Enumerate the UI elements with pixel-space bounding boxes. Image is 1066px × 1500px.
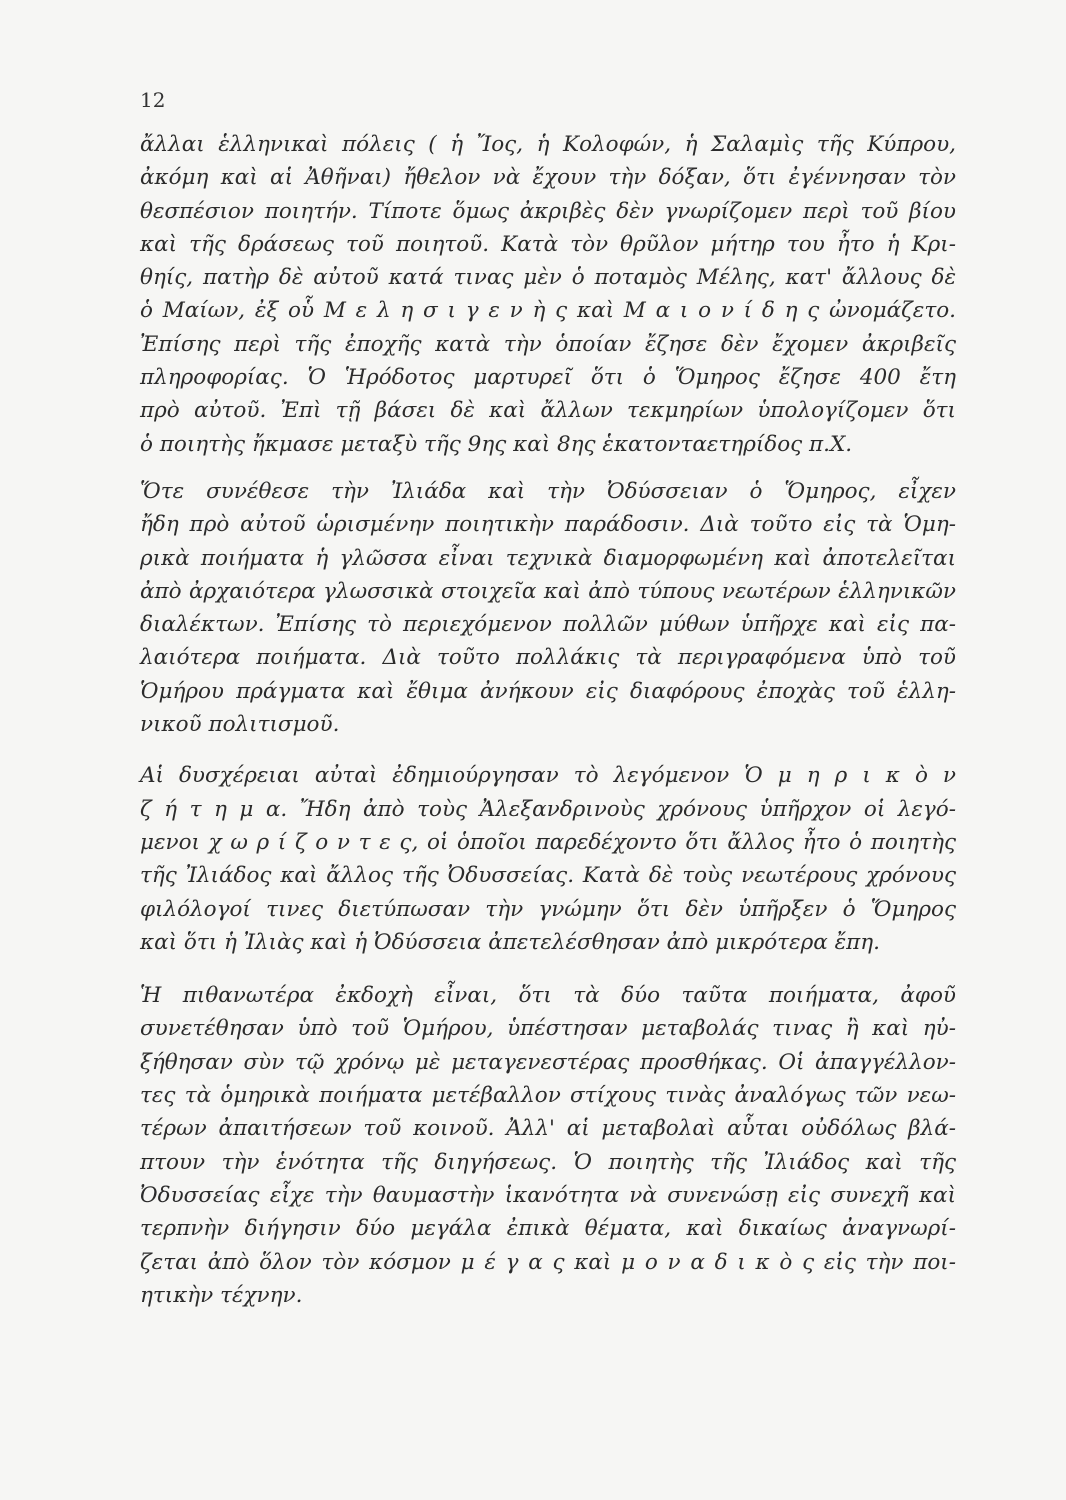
text-line: νικοῦ πολιτισμοῦ. — [140, 712, 340, 738]
text-line: θηίς, πατὴρ δὲ αὐτοῦ κατά τινας μὲν ὁ ποταμὸς Μέλης, κατ' ἄλλους δὲ — [140, 265, 956, 291]
text-line: λαιότερα ποιήματα. Διὰ τοῦτο πολλάκις τὰ περιγραφόμενα ὑπὸ τοῦ — [140, 645, 956, 671]
text-line: συνετέθησαν ὑπὸ τοῦ Ὁμήρου, ὑπέστησαν μεταβολάς τινας ἢ καὶ ηὐ- — [140, 1016, 956, 1042]
text-line: ρικὰ ποιήματα ἡ γλῶσσα εἶναι τεχνικὰ διαμορφωμένη καὶ ἀποτελεῖται — [140, 545, 956, 571]
text-line: Ὁμήρου πράγματα καὶ ἔθιμα ἀνήκουν εἰς διαφόρους ἐποχὰς τοῦ ἑλλη- — [140, 678, 956, 704]
text-line: Ἡ πιθανωτέρα ἐκδοχὴ εἶναι, ὅτι τὰ δύο ταῦτα ποιήματα, ἀφοῦ — [140, 983, 956, 1009]
text-line: τερπνὴν διήγησιν δύο μεγάλα ἐπικὰ θέματα, καὶ δικαίως ἀναγνωρί- — [140, 1216, 956, 1242]
text-line: θεσπέσιον ποιητήν. Τίποτε ὅμως ἀκριβὲς δὲν γνωρίζομεν περὶ τοῦ βίου — [140, 198, 956, 224]
paragraph — [140, 979, 956, 1312]
paragraph — [140, 128, 956, 461]
page-number: 12 — [140, 88, 166, 112]
text-line: ὁ Μαίων, ἐξ οὗ Μ ε λ η σ ι γ ε ν ὴ ς καὶ Μ α ι ο ν ί δ η ς ὠνομάζετο. — [140, 298, 956, 324]
text-line: πληροφορίας. Ὁ Ἡρόδοτος μαρτυρεῖ ὅτι ὁ Ὅμηρος ἔζησε 400 ἔτη — [140, 365, 956, 391]
text-line: Ἐπίσης περὶ τῆς ἐποχῆς κατὰ τὴν ὁποίαν ἔζησε δὲν ἔχομεν ἀκριβεῖς — [140, 331, 956, 357]
text-line: Ὅτε συνέθεσε τὴν Ἰλιάδα καὶ τὴν Ὀδύσσειαν ὁ Ὅμηρος, εἶχεν — [140, 478, 956, 504]
text-line: μενοι χ ω ρ ί ζ ο ν τ ε ς, οἱ ὁποῖοι παρεδέχοντο ὅτι ἄλλος ἦτο ὁ ποιητὴς — [140, 829, 956, 855]
text-line: πρὸ αὐτοῦ. Ἐπὶ τῇ βάσει δὲ καὶ ἄλλων τεκμηρίων ὑπολογίζομεν ὅτι — [140, 398, 956, 424]
text-line: πτουν τὴν ἑνότητα τῆς διηγήσεως. Ὁ ποιητὴς τῆς Ἰλιάδος καὶ τῆς — [140, 1149, 956, 1175]
text-line: ζ ή τ η μ α. Ἤδη ἀπὸ τοὺς Ἀλεξανδρινοὺς χρόνους ὑπῆρχον οἱ λεγό- — [140, 796, 956, 822]
text-line: Αἱ δυσχέρειαι αὐταὶ ἐδημιούργησαν τὸ λεγόμενον Ὁ μ η ρ ι κ ὸ ν — [140, 763, 956, 789]
text-line: ἀκόμη καὶ αἱ Ἀθῆναι) ἤθελον νὰ ἔχουν τὴν δόξαν, ὅτι ἐγέννησαν τὸν — [140, 165, 956, 191]
paragraph — [140, 759, 956, 959]
text-line: φιλόλογοί τινες διετύπωσαν τὴν γνώμην ὅτι δὲν ὑπῆρξεν ὁ Ὅμηρος — [140, 896, 956, 922]
text-line: ἤδη πρὸ αὐτοῦ ὡρισμένην ποιητικὴν παράδοσιν. Διὰ τοῦτο εἰς τὰ Ὁμη- — [140, 512, 956, 538]
text-line: ητικὴν τέχνην. — [140, 1282, 303, 1308]
text-line: ἀπὸ ἀρχαιότερα γλωσσικὰ στοιχεῖα καὶ ἀπὸ τύπους νεωτέρων ἑλληνικῶν — [140, 578, 956, 604]
text-line: ξήθησαν σὺν τῷ χρόνῳ μὲ μεταγενεστέρας προσθήκας. Οἱ ἀπαγγέλλον- — [140, 1049, 956, 1075]
text-line: Ὀδυσσείας εἶχε τὴν θαυμαστὴν ἱκανότητα νὰ συνενώσῃ εἰς συνεχῆ καὶ — [140, 1182, 956, 1208]
text-line: διαλέκτων. Ἐπίσης τὸ περιεχόμενον πολλῶν μύθων ὑπῆρχε καὶ εἰς πα- — [140, 612, 956, 638]
text-line: ὁ ποιητὴς ἤκμασε μεταξὺ τῆς 9ης καὶ 8ης ἑκατονταετηρίδος π.Χ. — [140, 431, 853, 457]
text-line: τῆς Ἰλιάδος καὶ ἄλλος τῆς Ὀδυσσείας. Κατὰ δὲ τοὺς νεωτέρους χρόνους — [140, 863, 956, 889]
text-line: καὶ ὅτι ἡ Ἰλιὰς καὶ ἡ Ὀδύσσεια ἀπετελέσθησαν ἀπὸ μικρότερα ἔπη. — [140, 929, 880, 955]
text-line: τες τὰ ὁμηρικὰ ποιήματα μετέβαλλον στίχους τινὰς ἀναλόγως τῶν νεω- — [140, 1083, 956, 1109]
text-line: τέρων ἀπαιτήσεων τοῦ κοινοῦ. Ἀλλ' αἱ μεταβολαὶ αὗται οὐδόλως βλά- — [140, 1116, 956, 1142]
text-line: καὶ τῆς δράσεως τοῦ ποιητοῦ. Κατὰ τὸν θρῦλον μήτηρ του ἦτο ἡ Κρι- — [140, 231, 956, 257]
body-text — [140, 128, 956, 1312]
text-line: ζεται ἀπὸ ὅλον τὸν κόσμον μ έ γ α ς καὶ μ ο ν α δ ι κ ὸ ς εἰς τὴν ποι- — [140, 1249, 956, 1275]
text-line: ἄλλαι ἑλληνικαὶ πόλεις ( ἡ Ἴος, ἡ Κολοφών, ἡ Σαλαμὶς τῆς Κύπρου, — [140, 132, 956, 157]
paragraph — [140, 475, 956, 741]
